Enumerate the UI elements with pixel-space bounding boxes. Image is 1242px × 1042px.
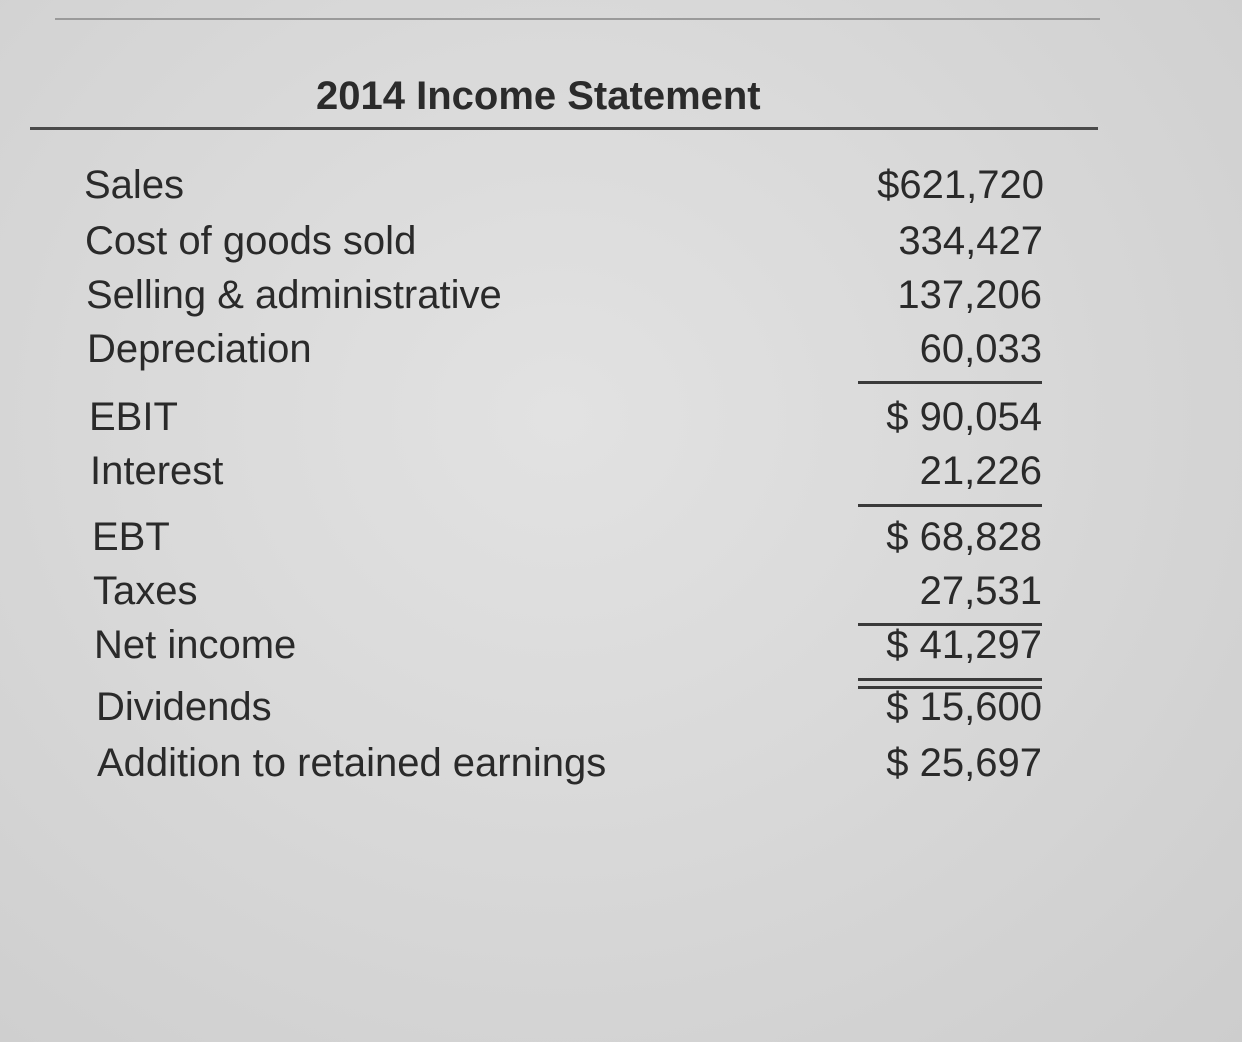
top-divider — [55, 18, 1100, 20]
row-value: 334,427 — [898, 219, 1043, 263]
row-value: $ 25,697 — [886, 741, 1042, 785]
row-selling-administrative — [86, 270, 1042, 320]
row-value: $ 15,600 — [886, 685, 1042, 729]
row-value: $ 90,054 — [886, 395, 1042, 439]
row-value: $621,720 — [877, 163, 1044, 207]
row-label: Depreciation — [87, 327, 312, 371]
row-addition-to-retained-earnings — [97, 738, 1042, 788]
row-label: Cost of goods sold — [85, 219, 417, 263]
row-label: EBIT — [89, 395, 178, 439]
row-label: Addition to retained earnings — [97, 741, 607, 785]
row-sales — [84, 160, 1044, 210]
row-value: 21,226 — [919, 449, 1042, 493]
row-label: EBT — [92, 515, 170, 559]
row-label: Sales — [84, 163, 185, 207]
subtotal-rule-ebit — [858, 381, 1042, 384]
title-underline — [30, 127, 1098, 130]
row-value: $ 41,297 — [886, 623, 1042, 667]
row-label: Net income — [94, 623, 297, 667]
row-label: Dividends — [96, 685, 272, 729]
row-value: 27,531 — [919, 569, 1042, 613]
row-ebt — [92, 512, 1042, 562]
row-label: Taxes — [93, 569, 198, 613]
statement-title: 2014 Income Statement — [316, 74, 761, 118]
row-label: Selling & administrative — [86, 273, 502, 317]
row-cost-of-goods-sold — [85, 216, 1043, 266]
double-rule-top — [858, 678, 1042, 681]
row-taxes — [93, 566, 1042, 616]
row-depreciation — [87, 324, 1042, 374]
subtotal-rule-ebt — [858, 504, 1042, 507]
row-interest — [90, 446, 1042, 496]
row-ebit — [89, 392, 1042, 442]
row-dividends — [96, 682, 1042, 732]
row-label: Interest — [90, 449, 224, 493]
row-value: $ 68,828 — [886, 515, 1042, 559]
row-value: 137,206 — [897, 273, 1042, 317]
row-value: 60,033 — [919, 327, 1042, 371]
row-net-income — [94, 620, 1042, 670]
